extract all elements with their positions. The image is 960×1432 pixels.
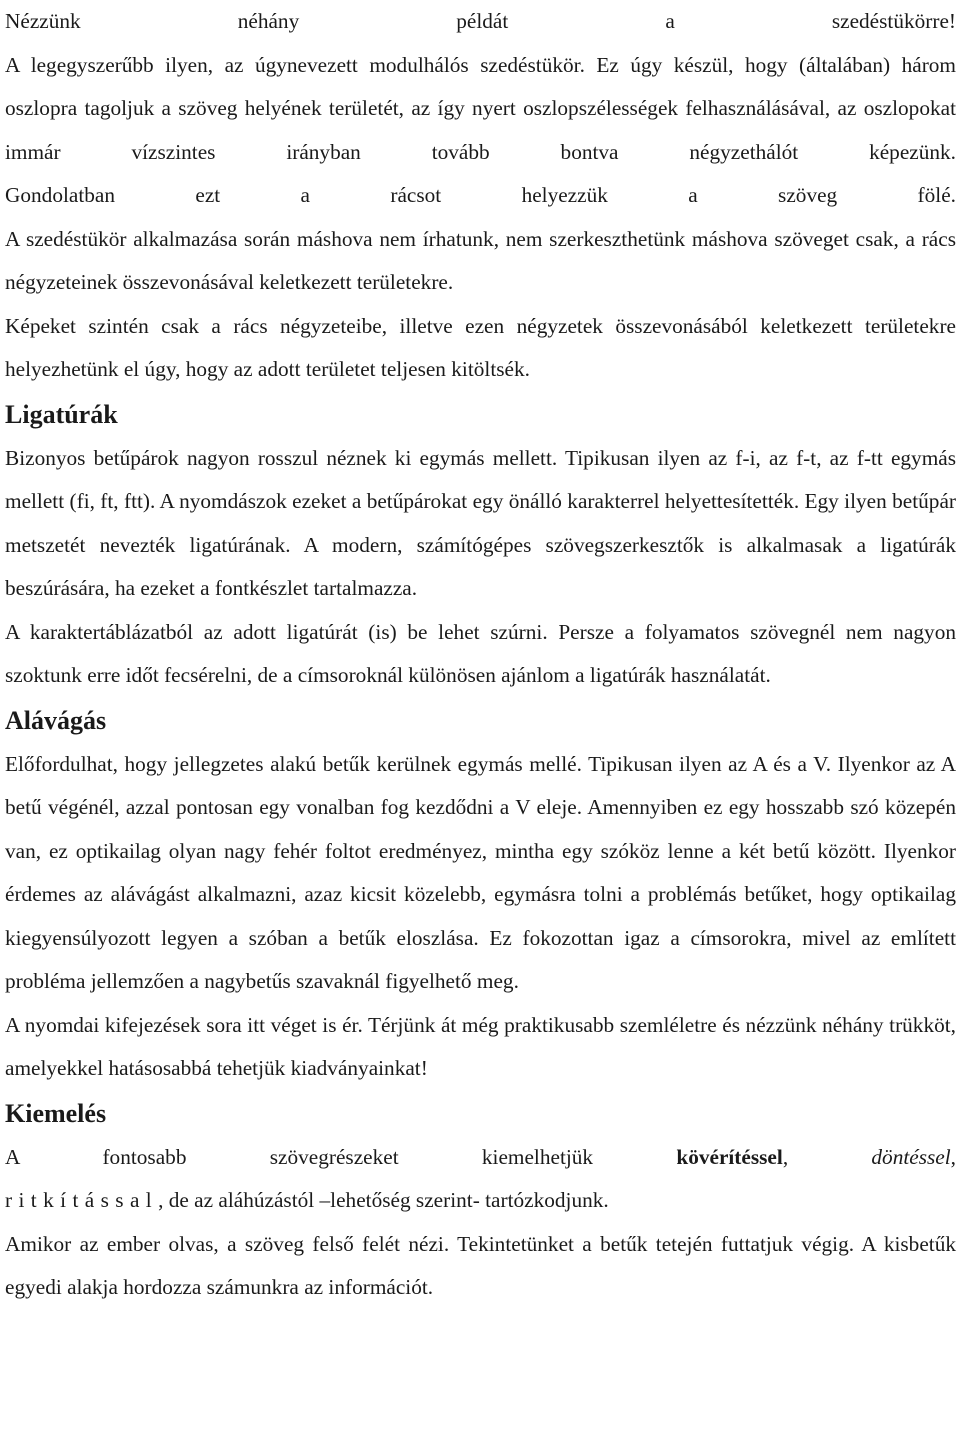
alavagas-paragraph-1: Előfordulhat, hogy jellegzetes alakú betűk kerülnek egymás mellé. Tipikusan ilyen az A és a V. Ilyenkor az A betű végénél, azzal pontosan egy vonalban fog kezdődni a V eleje. Amennyiben ez egy hosszabb szó közepén van, ez optikailag olyan nagy fehér foltot eredményez, mintha egy szóköz lenne a két betű között. Ilyenkor érdemes az alávágást alkalmazni, azaz kicsit közelebb, egymásra tolni a problémás betűket, hogy optikailag kiegyensúlyozott legyen a szóban a betűk eloszlása. Ez fokozottan igaz a címsorokra, mivel az említett probléma jellemzően a nagybetűs szavaknál figyelhető meg. bbox=[5, 751, 956, 993]
italic-example: döntéssel bbox=[871, 1144, 951, 1169]
kiemeles-paragraph-1 bbox=[5, 1136, 956, 1180]
intro-paragraph-5: Képeket szintén csak a rács négyzeteibe, illetve ezen négyzetek összevonásából keletkezett területekre helyezhetünk el úgy, hogy az adott területet teljesen kitöltsék. bbox=[5, 313, 956, 381]
heading-kiemeles: Kiemelés bbox=[5, 1098, 107, 1128]
kiemeles-text-rest: , de az aláhúzástól –lehetőség szerint- tartózkodjunk. bbox=[158, 1188, 609, 1212]
intro-paragraph-1: Nézzünk néhány példát a szedéstükörre! bbox=[5, 9, 956, 33]
ligaturak-paragraph-2: A karaktertáblázatból az adott ligatúrát (is) be lehet szúrni. Persze a folyamatos szövegnél nem nagyon szoktunk erre időt fecsérelni, de a címsoroknál különösen ajánlom a ligatúrák használatát. bbox=[5, 619, 956, 687]
intro-paragraph-2: A legegyszerűbb ilyen, az úgynevezett modulhálós szedéstükör. Ez úgy készül, hogy (általában) három oszlopra tagoljuk a szöveg helyének területét, az így nyert oszlopszélességek felhasználásával, az oszlopokat immár vízszintes irányban tovább bontva négyzethálót képezünk. bbox=[5, 52, 956, 164]
intro-paragraph-3: Gondolatban ezt a rácsot helyezzük a szöveg fölé. bbox=[5, 183, 956, 207]
spaced-example: ritkítással bbox=[5, 1188, 159, 1212]
ligaturak-paragraph-1: Bizonyos betűpárok nagyon rosszul néznek ki egymás mellett. Tipikusan ilyen az f-i, az f-t, az f-tt egymás mellett (fi, ft, ftt). A nyomdászok ezeket a betűpárokat egy önálló karakterrel helyettesítették. Egy ilyen betűpár metszetét nevezték ligatúrának. A modern, számítógépes szövegszerkesztők is alkalmasak a ligatúrák beszúrására, ha ezeket a fontkészlet tartalmazza. bbox=[5, 445, 956, 600]
heading-alavagas: Alávágás bbox=[5, 705, 107, 735]
kiemeles-paragraph-2 bbox=[5, 1179, 956, 1223]
intro-paragraph-4: A szedéstükör alkalmazása során máshova nem írhatunk, nem szerkeszthetünk máshova szöveget csak, a rács négyzeteinek összevonásával keletkezett területekre. bbox=[5, 226, 956, 294]
separator-comma-2: , bbox=[950, 1144, 956, 1169]
kiemeles-paragraph-3: Amikor az ember olvas, a szöveg felső felét nézi. Tekintetünket a betűk tetején futtatjuk végig. A kisbetűk egyedi alakja hordozza számunkra az információt. bbox=[5, 1231, 956, 1299]
heading-ligaturak: Ligatúrák bbox=[5, 399, 118, 429]
separator-comma: , bbox=[782, 1144, 872, 1169]
bold-example: kövérítéssel bbox=[676, 1144, 783, 1169]
kiemeles-text-start: A fontosabb szövegrészeket kiemelhetjük bbox=[5, 1144, 677, 1169]
alavagas-paragraph-2: A nyomdai kifejezések sora itt véget is ér. Térjünk át még praktikusabb szemléletre és nézzünk néhány trükköt, amelyekkel hatásosabbá tehetjük kiadványainkat! bbox=[5, 1012, 956, 1080]
